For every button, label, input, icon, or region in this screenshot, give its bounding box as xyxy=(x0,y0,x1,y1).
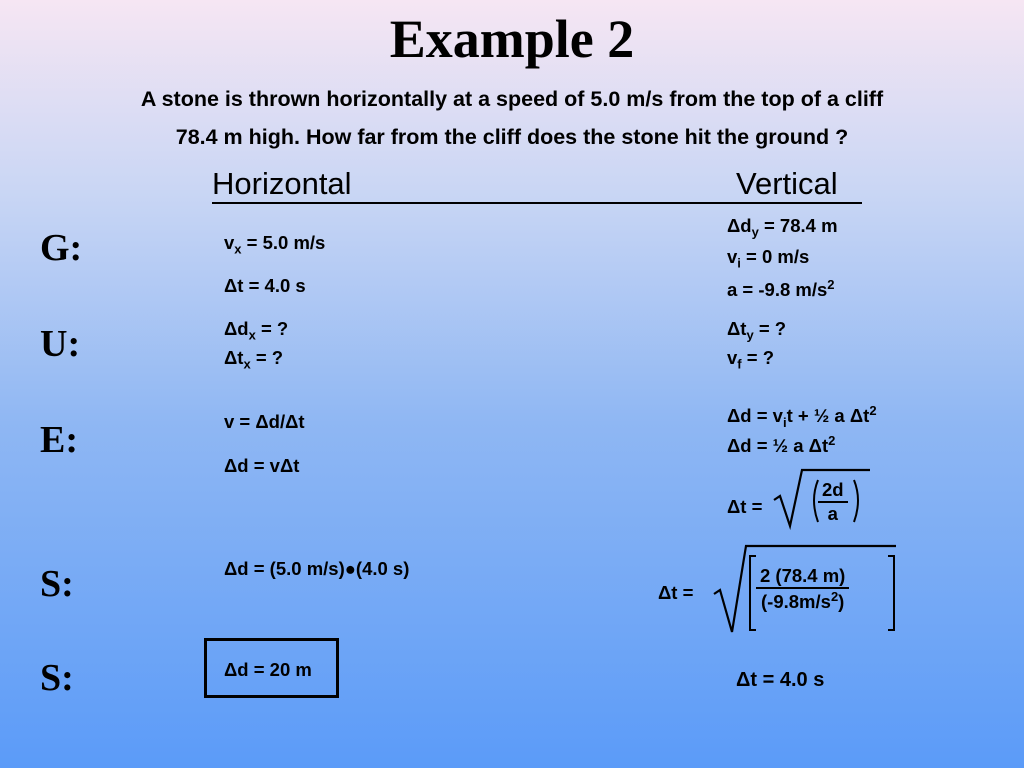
h-given-dt: Δt = 4.0 s xyxy=(224,275,306,296)
v-unknown-vf: $v_f$ = ? xyxy=(727,347,775,372)
h-equation-2: Δd = vΔt xyxy=(224,455,300,476)
h-substitution: Δd = (5.0 m/s)●(4.0 s) xyxy=(224,558,410,579)
label-given: G: xyxy=(40,227,83,269)
problem-line-1: A stone is thrown horizontally at a speed of 5.0 m/s from the top of a cliff xyxy=(140,87,884,111)
h-equation-1: v = Δd/Δt xyxy=(224,411,305,432)
vertical-heading: Vertical xyxy=(736,166,838,201)
v-equation-3-fraction xyxy=(818,479,848,525)
heading-underline xyxy=(212,202,862,204)
v-given-vi: $v_i = 0$ m/s xyxy=(727,246,810,271)
label-unknown: U: xyxy=(40,323,81,365)
horizontal-heading: Horizontal xyxy=(212,166,352,201)
v-unknown-ty: $\Delta t_y$ = ? xyxy=(727,318,787,343)
problem-line-2: 78.4 m high. How far from the cliff does the stone hit the ground ? xyxy=(175,125,849,149)
v-substitution-fraction xyxy=(756,565,849,613)
v-equation-1: $\Delta d = v_it$ + ½ a $\Delta t^2$ xyxy=(727,403,877,430)
substitution-denominator: $(-9.8m/s^2)$ xyxy=(761,589,845,613)
v-substitution-lhs: Δt = xyxy=(658,582,694,603)
fraction-denominator: a xyxy=(827,503,838,524)
problem-statement xyxy=(0,80,1024,156)
v-equation-2: Δd = ½ a $\Delta t^2$ xyxy=(727,433,836,457)
slide-title: Example 2 xyxy=(389,9,635,69)
substitution-numerator: 2 (78.4 m) xyxy=(756,565,849,589)
v-given-dy: $\Delta d_y = 78.4$ m xyxy=(727,215,838,240)
h-unknown-dx: $\Delta d_x$ = ? xyxy=(224,318,289,343)
v-equation-3-lhs: Δt = xyxy=(727,496,763,517)
label-solve: S: xyxy=(40,657,74,699)
fraction-numerator: 2d xyxy=(818,479,848,503)
v-answer: Δt = 4.0 s xyxy=(736,669,825,691)
label-equation: E: xyxy=(40,419,78,461)
h-unknown-tx: $\Delta t_x$ = ? xyxy=(224,347,284,372)
h-given-vx: $v_x = 5.0$ m/s xyxy=(224,232,326,257)
h-answer: Δd = 20 m xyxy=(224,659,312,680)
label-substitute: S: xyxy=(40,563,74,605)
v-given-a: a = -9.8 $m/s^2$ xyxy=(727,277,835,301)
